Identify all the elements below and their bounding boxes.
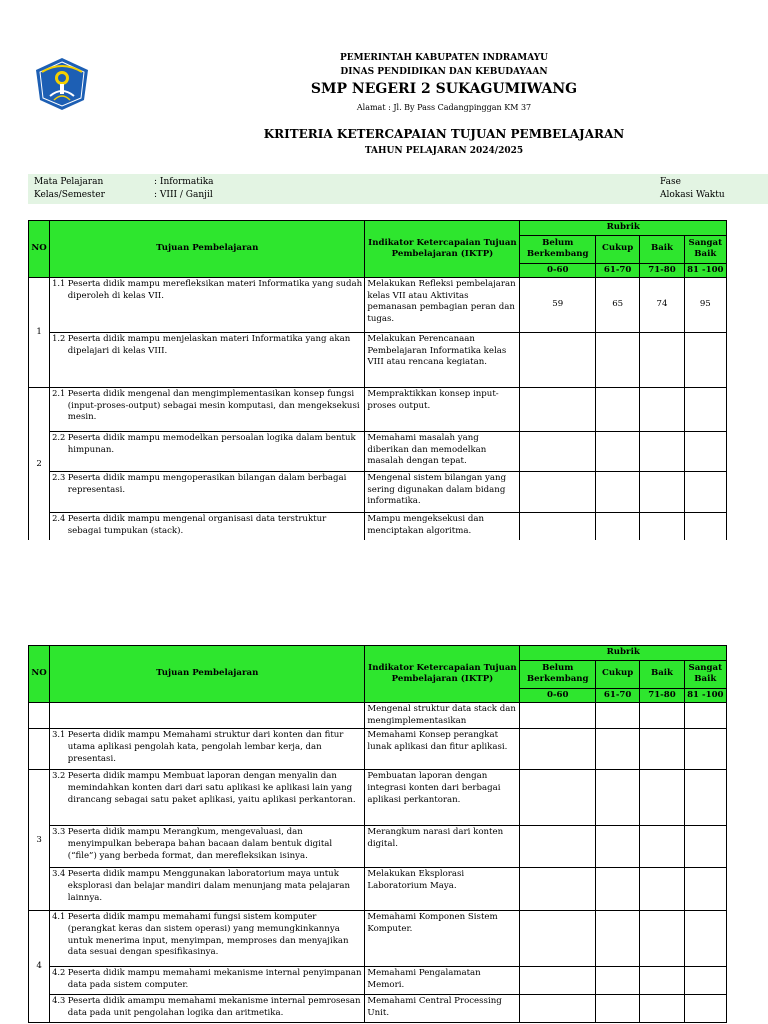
table-row [29,826,727,868]
time-allocation-label: Alokasi Waktu [660,190,725,200]
table-row [29,333,727,388]
sub-number: 4.3 [50,995,66,1023]
tp-text: Peserta didik mampu Membuat laporan dengan menyalin dan memindahkan konten dari dari satu aplikasi ke aplikasi lain yang dirancang sebagai satu paket aplikasi, yaitu aplikasi perkantoran. [66,770,365,826]
iktp-text: Merangkum narasi dari konten digital. [365,826,520,868]
table-row [29,911,727,967]
tp-text: Peserta didik mampu mengenal organisasi data terstruktur sebagai tumpukan (stack). [66,513,365,540]
score-baik: 74 [640,278,684,333]
col-cukup: Cukup [596,235,640,263]
department-line: DINAS PENDIDIKAN DAN KEBUDAYAAN [340,67,548,77]
table-row [29,388,727,432]
subject-info-bar [28,174,768,204]
table-row [29,995,727,1023]
document-header [0,0,768,160]
row-number: 2 [29,388,50,540]
criteria-table-page-2 [0,645,768,1024]
table-row [29,868,727,911]
range-3: 71-80 [640,263,684,278]
sub-number: 2.1 [50,388,66,432]
government-line: PEMERINTAH KABUPATEN INDRAMAYU [339,53,549,63]
col-baik: Baik [640,235,684,263]
sub-number: 2.4 [50,513,66,540]
tp-text: Peserta didik mampu memodelkan persoalan logika dalam bentuk himpunan. [66,432,365,472]
criteria-table [28,220,727,540]
sub-number: 1.2 [50,333,66,388]
sub-number: 3.2 [50,770,66,826]
table-row [29,472,727,513]
row-number: 3 [29,770,50,911]
range-4: 81 -100 [684,688,726,703]
tp-text: Peserta didik mampu Memahami struktur dari konten dan fitur utama aplikasi pengolah kata, pengolah lembar kerja, dan presentasi. [66,729,365,770]
col-belum-berkembang: Belum Berkembang [520,660,596,688]
class-label: Kelas/Semester [34,190,105,200]
tp-text: Peserta didik mampu menjelaskan materi Informatika yang akan dipelajari di kelas VIII. [66,333,365,388]
col-tp-header: Tujuan Pembelajaran [50,221,365,278]
table-row [29,703,727,729]
range-1: 0-60 [520,263,596,278]
sub-number: 4.2 [50,967,66,995]
iktp-text: Memahami Pengalamatan Memori. [365,967,520,995]
tp-text: Peserta didik mengenal dan mengimplementasikan konsep fungsi (input-proses-output) sebagai mesin komputasi, dan mengeksekusi mesin. [66,388,365,432]
table-row [29,770,727,826]
tp-text: Peserta didik mampu memahami mekanisme internal penyimpanan data pada sistem computer. [66,967,365,995]
range-2: 61-70 [596,688,640,703]
iktp-text: Melakukan Refleksi pembelajaran kelas VII atau Aktivitas pemanasan pembagian peran dan tugas. [365,278,520,333]
tp-text: Peserta didik mampu Merangkum, mengevaluasi, dan menyimpulkan beberapa bahan bacaan dalam bentuk digital (“file”) yang berbeda format, dan merefleksikan isinya. [66,826,365,868]
table-row [29,729,727,770]
school-name: SMP NEGERI 2 SUKAGUMIWANG [310,81,578,97]
iktp-text: Mempraktikkan konsep input-proses output. [365,388,520,432]
iktp-text: Mengenal struktur data stack dan mengimplementasikan [365,703,520,729]
sub-number: 3.1 [50,729,66,770]
col-sangat-baik: Sangat Baik [684,235,726,263]
iktp-text: Memahami Central Processing Unit. [365,995,520,1023]
tp-text: Peserta didik amampu memahami mekanisme internal pemrosesan data pada unit pengolahan logika dan aritmetika. [66,995,365,1023]
score-sangat-baik: 95 [684,278,726,333]
iktp-text: Mengenal sistem bilangan yang sering digunakan dalam bidang informatika. [365,472,520,513]
class-value: : VIII / Ganjil [154,190,213,200]
row-number: 4 [29,911,50,1023]
phase-label: Fase [660,177,681,187]
col-iktp-header: Indikator Ketercapaian Tujuan Pembelajaran (IKTP) [365,646,520,703]
range-2: 61-70 [596,263,640,278]
iktp-text: Mampu mengeksekusi dan menciptakan algoritma. [365,513,520,540]
col-tp-header: Tujuan Pembelajaran [50,646,365,703]
school-address: Alamat : Jl. By Pass Cadangpinggan KM 37 [356,103,532,112]
row-number: 1 [29,278,50,388]
col-belum-berkembang: Belum Berkembang [520,235,596,263]
col-no-header: NO [29,221,50,278]
tp-text: Peserta didik mampu memahami fungsi sistem komputer (perangkat keras dan sistem operasi) yang memungkinkannya untuk menerima input, menyimpan, memproses dan menyajikan data sesuai dengan spesifikasinya. [66,911,365,967]
col-no-header: NO [29,646,50,703]
range-3: 71-80 [640,688,684,703]
document-title: KRITERIA KETERCAPAIAN TUJUAN PEMBELAJARAN [263,127,625,141]
sub-number: 1.1 [50,278,66,333]
score-belum-berkembang: 59 [520,278,596,333]
table-row [29,513,727,540]
range-1: 0-60 [520,688,596,703]
sub-number: 2.2 [50,432,66,472]
subject-value: : Informatika [154,177,214,187]
sub-number: 4.1 [50,911,66,967]
iktp-text: Memahami masalah yang diberikan dan memodelkan masalah dengan tepat. [365,432,520,472]
iktp-text: Pembuatan laporan dengan integrasi konten dari berbagai aplikasi perkantoran. [365,770,520,826]
criteria-table-page-1 [0,220,768,540]
sub-number: 3.4 [50,868,66,911]
tp-text: Peserta didik mampu merefleksikan materi Informatika yang sudah diperoleh di kelas VII. [66,278,365,333]
iktp-text: Melakukan Eksplorasi Laboratorium Maya. [365,868,520,911]
iktp-text: Memahami Konsep perangkat lunak aplikasi dan fitur aplikasi. [365,729,520,770]
score-cukup: 65 [596,278,640,333]
rubrik-header: Rubrik [520,646,727,661]
criteria-table-continued [28,645,727,1023]
tp-text: Peserta didik mampu mengoperasikan bilangan dalam berbagai representasi. [66,472,365,513]
academic-year: TAHUN PELAJARAN 2024/2025 [364,146,524,156]
table-row [29,967,727,995]
range-4: 81 -100 [684,263,726,278]
sub-number: 3.3 [50,826,66,868]
subject-label: Mata Pelajaran [34,177,104,187]
table-row [29,432,727,472]
sub-number: 2.3 [50,472,66,513]
col-iktp-header: Indikator Ketercapaian Tujuan Pembelajaran (IKTP) [365,221,520,278]
col-cukup: Cukup [596,660,640,688]
iktp-text: Memahami Komponen Sistem Komputer. [365,911,520,967]
table-row [29,278,727,333]
rubrik-header: Rubrik [520,221,727,236]
col-sangat-baik: Sangat Baik [684,660,726,688]
tp-text: Peserta didik mampu Menggunakan laboratorium maya untuk eksplorasi dan belajar mandiri dalam menunjang mata pelajaran lainnya. [66,868,365,911]
col-baik: Baik [640,660,684,688]
iktp-text: Melakukan Perencanaan Pembelajaran Informatika kelas VIII atau rencana kegiatan. [365,333,520,388]
